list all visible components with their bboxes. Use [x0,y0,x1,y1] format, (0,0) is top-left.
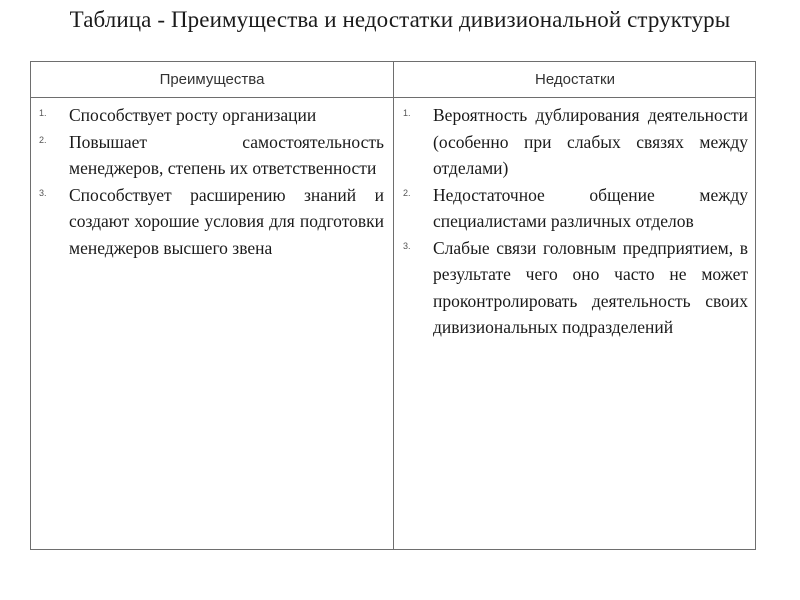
list-number: 3. [39,187,47,198]
list-number: 3. [403,240,411,251]
disadvantage-text: Вероятность дублирования деятельности (особенно при слабых связях между отделами) [433,105,748,178]
advantages-list [39,102,384,261]
advantage-text: Повышает самостоятельность менеджеров, степень их ответственности [69,131,384,178]
disadvantage-item [403,235,748,341]
list-number: 2. [403,187,411,198]
page-title: Таблица - Преимущества и недостатки дивизиональной структуры [69,7,731,32]
disadvantages-header: Недостатки [535,71,615,88]
advantage-item [39,182,384,262]
disadvantages-list [403,102,748,341]
list-number: 2. [39,134,47,145]
advantage-item [39,129,384,182]
advantages-header: Преимущества [159,71,265,88]
header-divider [31,97,755,98]
comparison-table [30,61,756,550]
list-number: 1. [403,108,411,118]
disadvantage-text: Недостаточное общение между специалистами различных отделов [433,184,748,231]
advantage-item [39,102,384,129]
column-divider [393,62,394,549]
disadvantage-item [403,182,748,235]
advantage-text: Способствует расширению знаний и создают хорошие условия для подготовки менеджеров высшего звена [69,184,384,258]
advantage-text: Способствует росту организации [69,105,317,125]
list-number: 1. [39,108,47,118]
disadvantage-item [403,102,748,182]
disadvantage-text: Слабые связи головным предприятием, в результате чего оно часто не может проконтролировать деятельность своих дивизиональных подразделений [433,237,748,337]
